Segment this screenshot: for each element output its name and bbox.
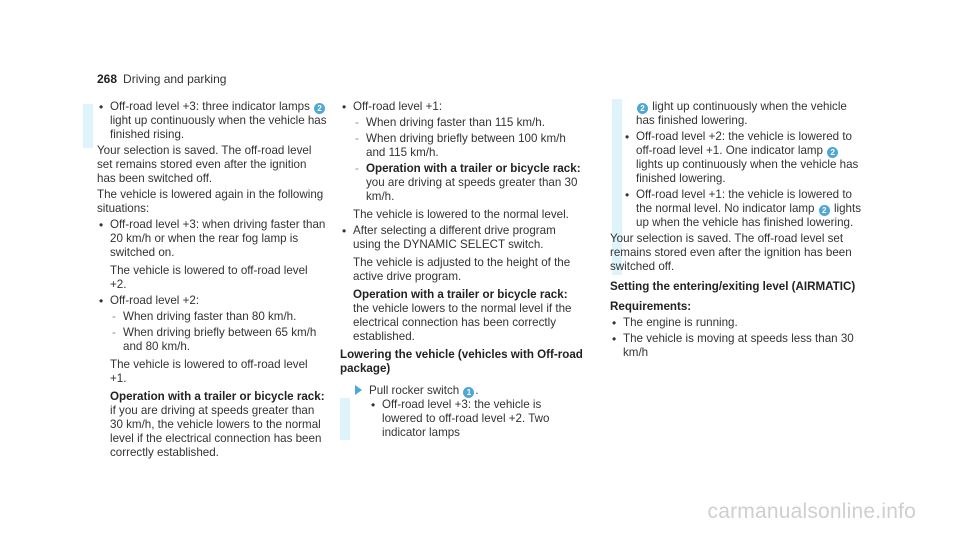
list-item: • The engine is running.	[610, 316, 868, 330]
column-1	[97, 100, 327, 462]
indicator-badge-icon: 2	[827, 147, 838, 158]
column-2	[340, 100, 585, 442]
indicator-badge-icon: 2	[637, 103, 648, 114]
switch-badge-icon: 1	[463, 387, 474, 398]
page-header	[97, 72, 226, 86]
page-number: 268	[97, 72, 118, 86]
note: The vehicle is lowered to off-road level +2.	[110, 264, 308, 291]
requirements-heading: Requirements:	[610, 300, 692, 313]
paragraph: Operation with a trailer or bicycle rack: if you are driving at speeds greater than 30 km/h, the vehicle lowers to the normal level if the electrical connection has been correctly established.	[110, 390, 325, 459]
note: The vehicle is lowered to off-road level +1.	[110, 358, 308, 385]
paragraph: The vehicle is lowered again in the following situations:	[97, 188, 324, 215]
sub-item: - When driving briefly between 65 km/h and 80 km/h.	[110, 326, 327, 354]
sub-item: - Operation with a trailer or bicycle rack: you are driving at speeds greater than 30 km/h.	[353, 162, 585, 204]
sub-item: - When driving briefly between 100 km/h and 115 km/h.	[353, 132, 585, 160]
sub-item: - When driving faster than 80 km/h.	[110, 310, 327, 324]
note: The vehicle is lowered to the normal level.	[353, 208, 569, 221]
column-3	[610, 100, 868, 362]
step-arrow-icon	[355, 385, 362, 395]
list-item: • The vehicle is moving at speeds less than 30 km/h	[610, 332, 868, 360]
section-heading: Lowering the vehicle (vehicles with Off-road package)	[340, 348, 583, 375]
watermark: carmanualsonline.info	[707, 500, 916, 523]
instruction-step: Pull rocker switch 1 . • Off-road level +3: the vehicle is lowered to off-road level +2. Two indicator lamps	[353, 384, 585, 440]
section-title: Driving and parking	[123, 72, 227, 86]
list-item: • After selecting a different drive program using the DYNAMIC SELECT switch.	[340, 224, 585, 252]
section-heading: Setting the entering/exiting level (AIRMATIC)	[610, 280, 856, 293]
list-item: • Off-road level +1:	[340, 100, 585, 114]
paragraph: Operation with a trailer or bicycle rack: the vehicle lowers to the normal level if the electrical connection has been correctly established.	[353, 288, 572, 343]
sub-item: - When driving faster than 115 km/h.	[353, 116, 585, 130]
list-item: • Off-road level +3: when driving faster than 20 km/h or when the rear fog lamp is switched on.	[97, 218, 327, 260]
highlight-bar	[83, 104, 93, 148]
paragraph: 2 light up continuously when the vehicle has finished lowering.	[636, 100, 847, 127]
indicator-badge-icon: 2	[819, 205, 830, 216]
paragraph: Your selection is saved. The off-road level set remains stored even after the ignition has been switched off.	[97, 144, 312, 185]
note: The vehicle is adjusted to the height of the active drive program.	[353, 256, 571, 283]
paragraph: Your selection is saved. The off-road level set remains stored even after the ignition has been switched off.	[610, 232, 852, 273]
list-item: • Off-road level +1: the vehicle is lowered to the normal level. No indicator lamp 2 lights up when the vehicle has finished lowering.	[623, 188, 868, 230]
list-item: • Off-road level +3: three indicator lamps 2 light up continuously when the vehicle has finished rising.	[97, 100, 327, 142]
indicator-badge-icon: 2	[314, 103, 325, 114]
list-item: • Off-road level +2:	[97, 294, 327, 308]
list-item: • Off-road level +2: the vehicle is lowered to off-road level +1. One indicator lamp 2 lights up continuously when the vehicle has finished lowering.	[623, 130, 868, 186]
list-item: • Off-road level +3: the vehicle is lowered to off-road level +2. Two indicator lamps	[369, 398, 585, 440]
